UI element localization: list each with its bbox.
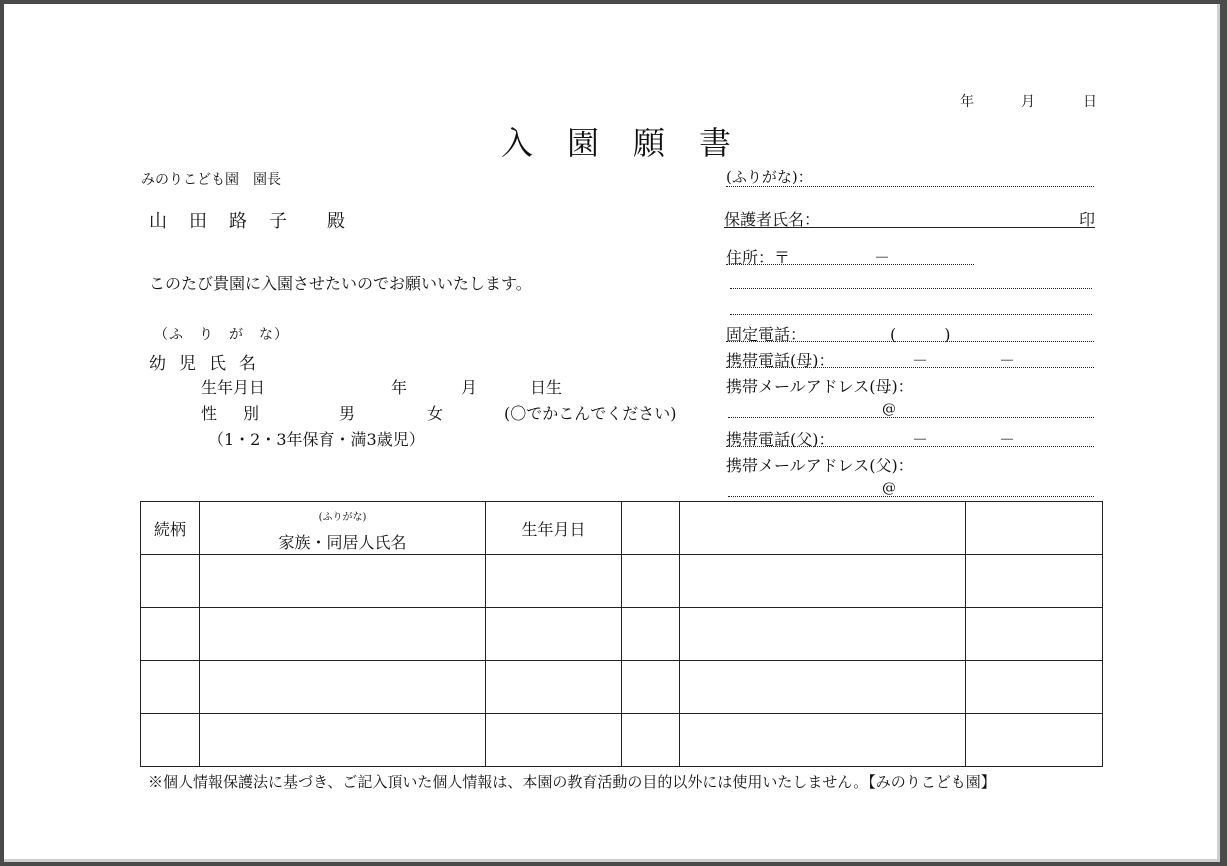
- table-cell[interactable]: [966, 661, 1103, 714]
- at-mark: @: [882, 480, 896, 496]
- mobile-father-field[interactable]: [726, 427, 1094, 447]
- application-form-page: [4, 4, 1220, 862]
- title-char: 入: [501, 124, 536, 162]
- table-cell[interactable]: [141, 661, 200, 714]
- school-principal-label: みのりこども園 園長: [141, 172, 281, 188]
- table-cell[interactable]: [200, 608, 486, 661]
- table-cell[interactable]: [622, 714, 680, 767]
- date-month: 月: [1021, 94, 1035, 110]
- table-cell[interactable]: [141, 714, 200, 767]
- family-table-header: [141, 502, 1103, 555]
- principal-char: 路: [229, 211, 247, 232]
- table-cell[interactable]: [966, 714, 1103, 767]
- email-mother-label: 携帯メールアドレス(母)：: [726, 377, 914, 396]
- title-char: 書: [699, 124, 734, 162]
- table-cell[interactable]: [680, 714, 966, 767]
- principal-char: 山: [149, 211, 167, 232]
- table-cell[interactable]: [486, 608, 622, 661]
- principal-char: 田: [189, 211, 207, 232]
- date-year: 年: [960, 94, 974, 110]
- email-father-label: 携帯メールアドレス(父)：: [726, 456, 914, 475]
- table-cell[interactable]: [622, 555, 680, 608]
- gender-note: (〇でかこんでください): [504, 404, 677, 423]
- table-row: [141, 714, 1103, 767]
- address-label: 住所：〒: [726, 248, 791, 267]
- guardian-furigana-label: (ふりがな)：: [726, 168, 813, 186]
- table-cell[interactable]: [622, 661, 680, 714]
- date-day: 日: [1083, 94, 1097, 110]
- table-cell[interactable]: [966, 555, 1103, 608]
- name-label-char: 児: [179, 354, 196, 374]
- child-dob-year: 年: [391, 378, 408, 397]
- child-dob-month: 月: [461, 378, 478, 397]
- table-cell[interactable]: [680, 608, 966, 661]
- table-cell[interactable]: [486, 661, 622, 714]
- email-father-field[interactable]: [728, 480, 1094, 497]
- honorific: 殿: [327, 211, 345, 232]
- header-name-label: 家族・同居人氏名: [278, 533, 407, 552]
- privacy-note: ※個人情報保護法に基づき、ご記入頂いた個人情報は、本園の教育活動の目的以外には使用いたしません。【みのりこども園】: [148, 773, 996, 791]
- principal-char: 子: [269, 211, 287, 232]
- at-mark: @: [882, 401, 896, 417]
- table-cell[interactable]: [200, 555, 486, 608]
- mobile-dash: －: [999, 351, 1016, 370]
- child-dob-label: 生年月日: [201, 378, 266, 397]
- header-blank: [680, 502, 966, 555]
- address-line-2[interactable]: [730, 300, 1092, 315]
- table-row: [141, 608, 1103, 661]
- child-dob-day: 日生: [530, 378, 563, 397]
- family-table: [140, 501, 1103, 767]
- address-postal-field[interactable]: [726, 245, 974, 265]
- postal-dash: －: [874, 248, 891, 267]
- title-char: 園: [567, 124, 602, 162]
- email-mother-field[interactable]: [728, 401, 1094, 418]
- mobile-dash: －: [912, 430, 929, 449]
- page-title: [501, 118, 733, 164]
- guardian-name-field[interactable]: [724, 207, 1095, 228]
- mobile-mother-label: 携帯電話(母)：: [726, 351, 835, 370]
- table-row: [141, 555, 1103, 608]
- table-cell[interactable]: [680, 661, 966, 714]
- gender-label-char: 別: [243, 404, 260, 423]
- name-label-char: 幼: [149, 354, 166, 374]
- name-label-char: 名: [239, 354, 256, 374]
- header-blank: [966, 502, 1103, 555]
- header-blank: [622, 502, 680, 555]
- mobile-father-label: 携帯電話(父)：: [726, 430, 835, 449]
- gender-male[interactable]: 男: [339, 404, 356, 423]
- table-cell[interactable]: [200, 714, 486, 767]
- gender-label: [201, 401, 259, 424]
- principal-name: [149, 207, 345, 233]
- area-code-parens: ( ): [890, 325, 951, 344]
- table-cell[interactable]: [141, 555, 200, 608]
- class-options[interactable]: （1・2・3年保育・満3歳児）: [208, 430, 425, 449]
- table-row: [141, 661, 1103, 714]
- mobile-dash: －: [912, 351, 929, 370]
- gender-label-char: 性: [201, 404, 218, 423]
- header-family-name: [200, 502, 486, 555]
- table-cell[interactable]: [966, 608, 1103, 661]
- table-cell[interactable]: [486, 714, 622, 767]
- table-cell[interactable]: [200, 661, 486, 714]
- seal-mark: 印: [1078, 210, 1095, 229]
- header-dob: 生年月日: [486, 502, 622, 555]
- gender-female[interactable]: 女: [427, 404, 444, 423]
- child-name-label: [149, 349, 256, 374]
- name-label-char: 氏: [209, 354, 226, 374]
- mobile-dash: －: [999, 430, 1016, 449]
- child-furigana-label: （ふ り が な）: [154, 327, 289, 343]
- landline-label: 固定電話：: [726, 325, 807, 344]
- guardian-furigana-field[interactable]: [726, 166, 1094, 187]
- header-relation: 続柄: [141, 502, 200, 555]
- table-cell[interactable]: [486, 555, 622, 608]
- table-cell[interactable]: [680, 555, 966, 608]
- landline-field[interactable]: [726, 322, 1094, 342]
- request-text: このたび貴園に入園させたいのでお願いいたします。: [149, 274, 532, 293]
- guardian-name-label: 保護者氏名：: [724, 210, 821, 229]
- table-cell[interactable]: [141, 608, 200, 661]
- mobile-mother-field[interactable]: [726, 348, 1094, 368]
- table-cell[interactable]: [622, 608, 680, 661]
- header-name-ruby: (ふりがな): [318, 512, 367, 523]
- title-char: 願: [633, 124, 668, 162]
- address-line-1[interactable]: [730, 274, 1092, 289]
